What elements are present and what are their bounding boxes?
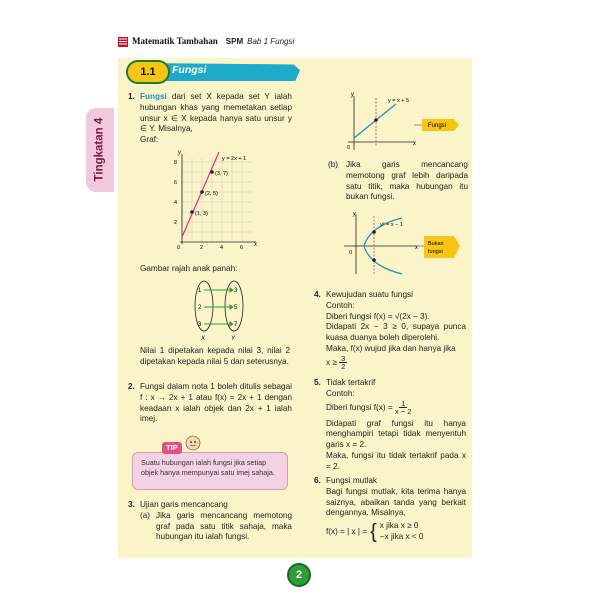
item-3b <box>328 160 468 203</box>
abs-cases <box>380 521 424 543</box>
item-5-line-3: Maka, fungsi itu tidak tertakrif pada x = 2. <box>326 451 466 471</box>
equation-label: y = 2x + 1 <box>222 156 247 162</box>
x-tick-6: 6 <box>240 245 244 251</box>
y-element-7: 7 <box>234 322 238 328</box>
graph-a-eq: y = x + 5 <box>388 98 410 104</box>
x-element-3: 3 <box>198 322 202 328</box>
bukan-fungsi-label-2: fungsi <box>428 249 443 255</box>
item-4-line-2: Didapati 2x − 3 ≥ 0, supaya punca kuasa duanya boleh diperolehi. <box>326 322 466 343</box>
x-element-2: 2 <box>198 305 202 311</box>
item-4-body <box>314 290 466 371</box>
y-tick-8: 8 <box>174 160 178 166</box>
point-label-2: (2, 5) <box>205 191 218 197</box>
item-3a-text: Jika garis mencancang memotong graf pada satu titik sahaja, maka hubungan itu ialah fungsi. <box>156 510 292 542</box>
item-4-line-1: Diberi fungsi f(x) = √(2x − 3). <box>326 311 430 321</box>
point-1-3 <box>190 210 194 214</box>
item-5-line-2: Didapati graf fungsi itu hanya menghampiri tetapi tidak menyentuh garis x = 2. <box>326 418 466 450</box>
x-tick-4: 4 <box>220 245 224 251</box>
item-1-number: 1. <box>128 92 135 101</box>
page-header <box>118 36 294 48</box>
tip-content <box>132 452 288 490</box>
page-number: 2 <box>287 563 311 587</box>
item-4-condition: x ≥ <box>326 358 337 368</box>
frac-num: 3 <box>341 353 346 363</box>
y-tick-4: 4 <box>174 200 178 206</box>
item-2-text: Fungsi dalam nota 1 boleh ditulis sebagai f : x → 2x + 1 atau f(x) = 2x + 1 dengan keadaan x ialah objek dan 2x + 1 ialah imej. <box>140 382 292 424</box>
arrow-diagram-title: Gambar rajah anak panah: <box>140 264 238 273</box>
side-tab <box>86 108 114 192</box>
tip-label: TIP <box>162 442 182 454</box>
left-column <box>128 92 292 152</box>
item-6-number: 6. <box>314 476 321 485</box>
frac5-num: 1 <box>401 398 406 408</box>
item-4-contoh: Contoh: <box>326 300 355 310</box>
item-4 <box>314 290 466 377</box>
item-6-title: Fungsi mutlak <box>326 476 377 485</box>
item-1 <box>128 92 292 146</box>
y-tick-6: 6 <box>174 180 178 186</box>
y-element-3: 3 <box>234 288 238 294</box>
brace-icon: { <box>370 521 377 544</box>
tip-box <box>132 440 288 496</box>
x-axis-label: x <box>254 242 257 248</box>
item-2-number: 2. <box>128 382 135 391</box>
x-tick-0: 0 <box>177 245 181 251</box>
bukan-fungsi-label-1: Bukan <box>428 241 444 247</box>
item-5-line-1 <box>326 400 466 416</box>
chapter-label: Bab 1 Fungsi <box>247 36 295 46</box>
keyword-fungsi: Fungsi <box>140 92 167 101</box>
item-5-body <box>314 378 466 473</box>
item-5 <box>314 378 466 479</box>
left-column-2 <box>128 382 292 431</box>
graph-a-xlabel: x <box>413 141 416 147</box>
item-3b-label: (b) <box>328 160 339 169</box>
item-5-given: Diberi fungsi f(x) = <box>326 402 393 412</box>
item-6 <box>314 476 466 549</box>
tip-text: Suatu hubungan ialah fungsi jika setiap objek hanya mempunyai satu imej sahaja. <box>141 458 275 477</box>
graph-b-ylabel: y <box>353 212 356 217</box>
point-label-1: (1, 3) <box>195 211 208 217</box>
abs-lhs: f(x) = | x | = <box>326 526 368 536</box>
item-4-title: Kewujudan suatu fungsi <box>326 290 413 299</box>
item-6-body <box>314 476 466 543</box>
abs-definition <box>326 521 466 543</box>
item-3a-label: (a) <box>140 510 151 520</box>
x-tick-2: 2 <box>200 245 204 251</box>
point-3-7 <box>210 170 214 174</box>
y-element-5: 5 <box>234 305 238 311</box>
fraction-1-x-2 <box>395 400 411 416</box>
graph-b-eq: y² = x − 1 <box>380 222 403 228</box>
item-3b-text: Jika garis mencancang memotong graf lebih daripada satu titik, maka hubungan itu bukan fungsi. <box>346 160 468 202</box>
graf-label: Graf: <box>140 135 159 145</box>
frac5-den: x − 2 <box>394 407 412 417</box>
mapping-description: Nilai 1 dipetakan kepada nilai 3, nilai 2 dipetakan kepada nilai 5 dan seterusnya. <box>140 346 290 366</box>
section-heading <box>122 60 300 84</box>
item-3-title: Ujian garis mencancang <box>140 500 228 509</box>
item-3-number: 3. <box>128 500 135 509</box>
book-logo-icon <box>118 37 128 47</box>
intersection-lower <box>372 258 376 262</box>
item-2 <box>128 382 292 425</box>
abs-case-2: −x jika x < 0 <box>379 532 424 542</box>
frac-den: 2 <box>341 362 346 372</box>
point-label-3: (3, 7) <box>215 171 228 177</box>
fraction-3-2 <box>339 355 347 371</box>
item-6-text: Bagi fungsi mutlak, kita terima hanya saiznya, abaikan tanda yang berkait dengannya. Misalnya, <box>326 486 466 518</box>
intersection-upper <box>372 230 376 234</box>
mascot-icon <box>184 434 202 454</box>
fungsi-tag-label: Fungsi <box>428 123 447 129</box>
abs-case-1: x jika x ≥ 0 <box>379 521 419 531</box>
y-axis-label: y <box>178 150 181 156</box>
graph-a-origin: 0 <box>347 145 351 151</box>
item-3 <box>128 500 292 543</box>
item-5-contoh: Contoh: <box>326 388 355 398</box>
spm-label: SPM <box>225 36 244 46</box>
item-4-number: 4. <box>314 290 321 299</box>
book-title: Matematik Tambahan <box>132 36 218 46</box>
x-element-1: 1 <box>198 288 202 294</box>
arrow-diagram <box>190 278 250 342</box>
set-x-label: X <box>201 336 206 342</box>
item-1-text: dari set X kepada set Y ialah hubungan khas yang memetakan setiap unsur x ∈ X kepada hanya satu unsur y ∈ Y. Misalnya, <box>140 92 292 134</box>
item-4-line-3: Maka, f(x) wujud jika dan hanya jika <box>326 344 456 354</box>
non-function-graph <box>340 212 462 276</box>
item-5-number: 5. <box>314 378 321 387</box>
item-4-line-4 <box>326 355 466 371</box>
item-5-title: Tidak tertakrif <box>326 378 376 387</box>
side-tab-label: Tingkatan 4 <box>93 118 106 182</box>
section-number: 1.1 <box>126 60 170 84</box>
graph-b-xlabel: x <box>415 245 418 251</box>
graph-a-ylabel: y <box>351 92 354 98</box>
function-graph <box>340 92 460 154</box>
graph-b-origin: 0 <box>349 250 353 256</box>
y-tick-2: 2 <box>174 220 178 226</box>
left-column-3 <box>128 500 292 549</box>
linear-graph <box>158 148 268 258</box>
section-title: Fungsi <box>172 64 207 76</box>
item-3a <box>140 511 292 543</box>
set-y-label: Y <box>231 336 236 342</box>
point-2-5 <box>200 190 204 194</box>
intersection-point <box>374 118 378 122</box>
